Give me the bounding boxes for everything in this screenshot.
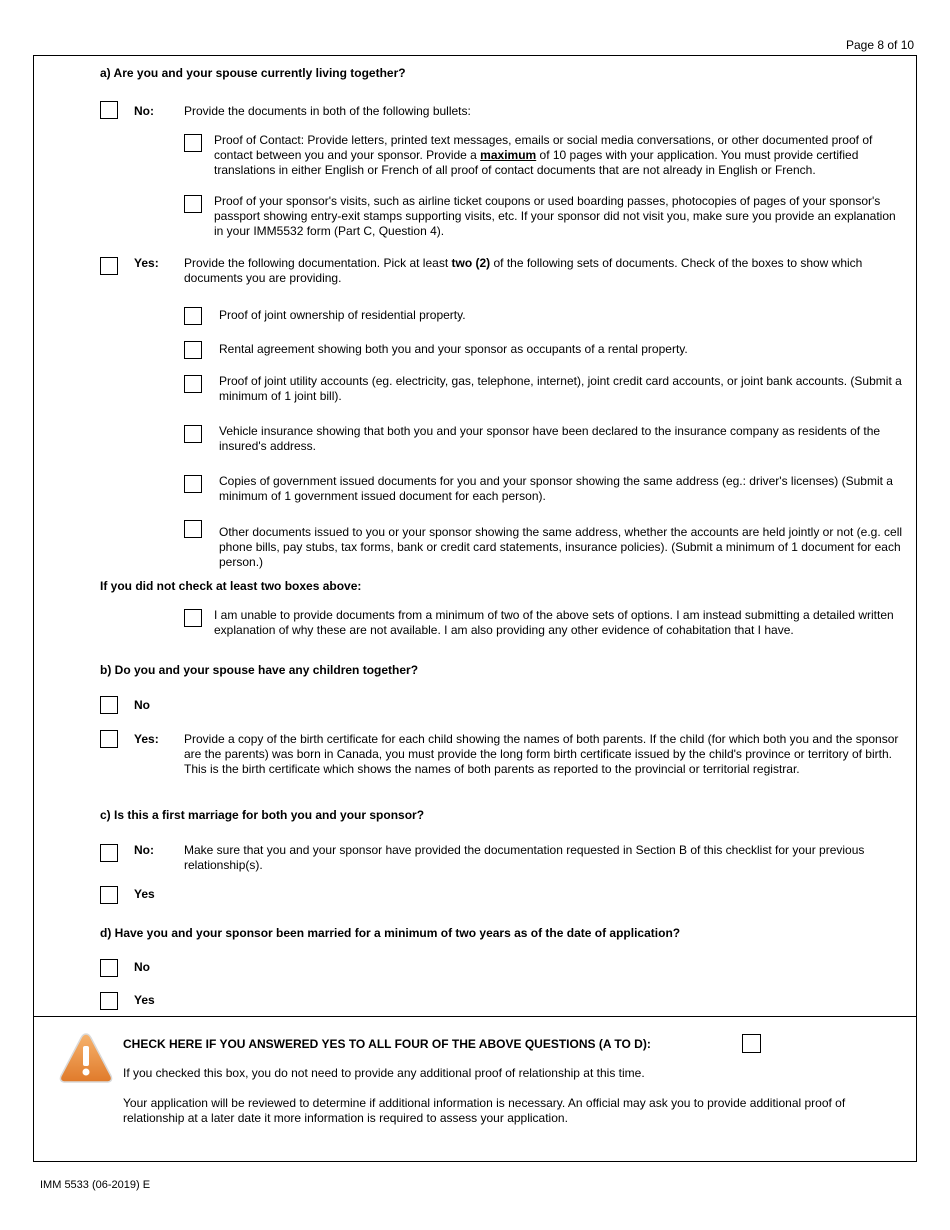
other-documents-text: Other documents issued to you or your sponsor showing the same address, whether the accounts are held jointly or not (e.g. cell phone bills, pay stubs, tax forms, bank or credit card statements, insurance policies). (Submit a minimum of 1 document for each person.) — [219, 525, 903, 569]
q-a-no-label: No: — [134, 104, 154, 118]
q-b-yes-checkbox[interactable] — [100, 730, 118, 748]
sponsor-visits-text: Proof of your sponsor's visits, such as airline ticket coupons or used boarding passes, photocopies of pages of your sponsor's passport showing entry-exit stamps supporting visits, etc. If your sponsor did not visit you, make sure you provide an explanation in your IMM5532 form (Part C, Question 4). — [214, 194, 896, 238]
joint-property-text: Proof of joint ownership of residential property. — [219, 308, 466, 322]
q-b-no-label: No — [134, 698, 150, 712]
q-c-no-label: No: — [134, 843, 154, 857]
warning-icon — [58, 1030, 114, 1086]
q-a-yes-checkbox[interactable] — [100, 257, 118, 275]
q-a-yes-label: Yes: — [134, 256, 159, 270]
q-c-yes-checkbox[interactable] — [100, 886, 118, 904]
vehicle-insurance-checkbox[interactable] — [184, 425, 202, 443]
notice-line-2: Your application will be reviewed to determine if additional information is necessary. An official may ask you to provide additional proof of relationship at a later date it more information is required to assess your application. — [123, 1096, 846, 1125]
form-id: IMM 5533 (06-2019) E — [40, 1179, 151, 1191]
q-b-no-checkbox[interactable] — [100, 696, 118, 714]
proof-of-contact-checkbox[interactable] — [184, 134, 202, 152]
q-d-yes-checkbox[interactable] — [100, 992, 118, 1010]
question-c: c) Is this a first marriage for both you and your sponsor? — [100, 808, 425, 822]
government-documents-checkbox[interactable] — [184, 475, 202, 493]
fallback-heading: If you did not check at least two boxes above: — [100, 579, 362, 593]
q-a-yes-text: Provide the following documentation. Pick at least two (2) of the following sets of documents. Check of the boxes to show which documents you are providing. — [184, 256, 863, 285]
joint-property-checkbox[interactable] — [184, 307, 202, 325]
question-a: a) Are you and your spouse currently living together? — [100, 66, 406, 80]
q-a-no-text: Provide the documents in both of the following bullets: — [184, 104, 471, 118]
all-yes-checkbox[interactable] — [742, 1034, 761, 1053]
notice-heading: CHECK HERE IF YOU ANSWERED YES TO ALL FOUR OF THE ABOVE QUESTIONS (A TO D): — [123, 1037, 651, 1051]
question-d: d) Have you and your sponsor been married for a minimum of two years as of the date of application? — [100, 926, 681, 940]
q-c-yes-label: Yes — [134, 887, 155, 901]
section-divider — [33, 1016, 917, 1017]
rental-agreement-text: Rental agreement showing both you and your sponsor as occupants of a rental property. — [219, 342, 688, 356]
q-c-no-checkbox[interactable] — [100, 844, 118, 862]
q-a-no-checkbox[interactable] — [100, 101, 118, 119]
vehicle-insurance-text: Vehicle insurance showing that both you and your sponsor have been declared to the insurance company as residents of the insured's address. — [219, 424, 881, 453]
joint-utility-text: Proof of joint utility accounts (eg. electricity, gas, telephone, internet), joint credit card accounts, or joint bank accounts. (Submit a minimum of 1 joint bill). — [219, 374, 902, 403]
joint-utility-checkbox[interactable] — [184, 375, 202, 393]
q-d-no-checkbox[interactable] — [100, 959, 118, 977]
rental-agreement-checkbox[interactable] — [184, 341, 202, 359]
sponsor-visits-checkbox[interactable] — [184, 195, 202, 213]
q-d-no-label: No — [134, 960, 150, 974]
q-b-yes-label: Yes: — [134, 732, 159, 746]
fallback-text: I am unable to provide documents from a minimum of two of the above sets of options. I am instead submitting a detailed written explanation of why these are not available. I am also providing any other evidence of cohabitation that I have. — [214, 608, 894, 637]
question-b: b) Do you and your spouse have any children together? — [100, 663, 419, 677]
maximum-emphasis: maximum — [480, 148, 537, 162]
q-c-no-text: Make sure that you and your sponsor have provided the documentation requested in Section B of this checklist for your previous relationship(s). — [184, 843, 865, 872]
other-documents-checkbox[interactable] — [184, 520, 202, 538]
proof-of-contact-text: Proof of Contact: Provide letters, printed text messages, emails or social media conversations, or other documented proof of contact between you and your sponsor. Provide a maximum of 10 pages with your application. You must provide certified translations in either English or French of all proof of contact documents that are not already in English or French. — [214, 133, 873, 177]
notice-line-1: If you checked this box, you do not need to provide any additional proof of relationship at this time. — [123, 1066, 645, 1080]
page-number: Page 8 of 10 — [846, 38, 915, 52]
government-documents-text: Copies of government issued documents for you and your sponsor showing the same address (eg.: driver's licenses) (Submit a minimum of 1 government issued document for each person). — [219, 474, 893, 503]
q-d-yes-label: Yes — [134, 993, 155, 1007]
q-b-yes-text: Provide a copy of the birth certificate for each child showing the names of both parents. If the child (for which both you and the sponsor are the parents) was born in Canada, you must provide the long form birth certificate issued by the child's province or territory of birth. This is the birth certificate which shows the names of both parents as reported to the provincial or territorial registrar. — [184, 732, 899, 776]
fallback-checkbox[interactable] — [184, 609, 202, 627]
